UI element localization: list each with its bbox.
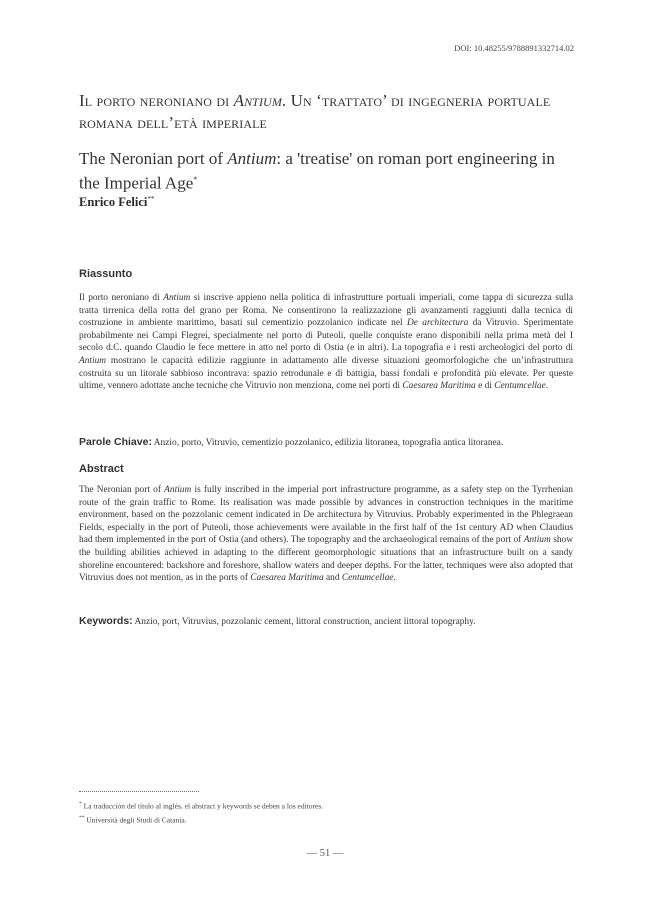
doi-header: DOI: 10.48255/9788891332714.02 [454, 43, 574, 53]
footnote-1-mark: * [79, 801, 82, 807]
abstract-text-2: is fully inscribed in the imperial port infrastructure programme, as a safety step on the Tyrrhenian route of the grain traffic to Rome. Its realisation was made possible by advances in construction techniques in the maritime environment, based on the pozzolanic cement indicated in De architectura by Vitruvius. Probably experimented in the Phlegraean Fields, especially in the port of Puteoli, those achievements were available in the first half of the 1st century AD when Claudius had them implemented in the port of Ostia (and others). The topography and the archaeological remains of the port of [79, 485, 573, 546]
abstract-italic-2: Antium [523, 535, 551, 546]
riassunto-italic-2: De architectura [406, 318, 469, 329]
riassunto-text-2: si inscrive appieno nella politica di infrastrutture portuali imperiali, come tappa di sicurezza sulla tratta tirrenica della rotta del grano per Roma. Ne consentirono la realizzazione gli avanzamenti raggiunti dalla tecnica di costruzione in ambiente marittimo, basati sul cementizio pozzolanico indicate nel [79, 293, 573, 329]
footnote-1-text: La traducción del título al inglés, el abstract y keywords se deben a los editores. [81, 801, 324, 811]
footnote-1 [79, 801, 323, 811]
footnote-2-text: Università degli Studi di Catania. [84, 815, 187, 825]
riassunto-text-6: . [545, 381, 549, 392]
abstract-text-3: show the building abilities achieved in adapting to the different geomorphologic situations that an infrastructure built on a sandy shoreline encountered: backshore and foreshore, shallow waters and deeper depths. For the latter, techniques were also adopted that Vitruvius does not mention, as in the ports of [79, 535, 573, 584]
title-italian-part1: Il porto neroniano di [79, 91, 230, 110]
abstract-italic-1: Antium [164, 485, 192, 495]
riassunto-italic-5: Centumcellae [494, 381, 546, 392]
title-italian-part2: . Un ‘trattato’ di ingegneria portuale romana dell’età imperiale [79, 91, 551, 132]
title-italian-antium: Antium [233, 91, 282, 110]
abstract-heading: Abstract [79, 463, 124, 475]
riassunto-text [79, 292, 573, 393]
abstract-italic-4: Centumcellae [341, 573, 394, 584]
riassunto-italic-4: Caesarea Maritima [402, 381, 476, 392]
riassunto-text-1: Il porto neroniano di [79, 293, 164, 303]
keywords [79, 615, 573, 629]
title-english-part1: The Neronian port of [79, 149, 228, 168]
abstract-text-5: . [393, 573, 396, 584]
page-number: — 51 — [306, 848, 344, 859]
abstract-italic-3: Caesarea Maritima [250, 573, 324, 584]
author-name: Enrico Felici [79, 195, 148, 210]
title-english [79, 148, 579, 194]
riassunto-text-4: mostrano le capacità edilizie raggiunte in adattamento alle diverse situazioni geomorfologiche che un’infrastruttura costruita su un litorale sabbioso incontrava: spazio retrodunale e di battigia, bassi fondali e profondità più elevate. Per queste ultime, vennero adottate anche tecniche che Vitruvio non menziona, come nei porti di [79, 355, 573, 392]
title-italian [79, 90, 579, 134]
title-english-antium: Antium [227, 149, 277, 168]
keywords-label: Keywords: [79, 615, 133, 627]
riassunto-text-3: da Vitruvio. Sperimentate probabilmente nei Campi Flegrei, specialmente nel porto di Puteoli, quelle conquiste erano disponibili nella prima metà del I secolo d.C. quando Claudio le fece mettere in atto nel porto di Ostia (e in altri). La topografia e i resti archeologici del porto di [79, 318, 573, 354]
parole-chiave-text: Anzio, porto, Vitruvio, cementizio pozzolanico, edilizia litoranea, topografia antica litoranea. [151, 438, 504, 448]
parole-chiave-label: Parole Chiave: [79, 436, 152, 448]
author-footnote-mark: ** [147, 195, 155, 203]
abstract-text [79, 484, 573, 585]
title-english-part2: : a 'treatise' on roman port engineering in the Imperial Age [79, 149, 555, 193]
title-footnote-mark: * [193, 175, 198, 184]
riassunto-italic-1: Antium [163, 293, 191, 303]
footnote-divider [79, 791, 199, 792]
riassunto-heading: Riassunto [79, 268, 133, 280]
riassunto-italic-3: Antium [79, 355, 107, 366]
parole-chiave [79, 436, 573, 450]
footnote-2 [79, 815, 187, 825]
riassunto-text-5: e di [475, 381, 495, 392]
footnote-2-mark: ** [79, 815, 85, 821]
keywords-text: Anzio, port, Vitruvius, pozzolanic cement, littoral construction, ancient littoral topography. [132, 617, 476, 627]
abstract-text-4: and [323, 573, 342, 584]
abstract-text-1: The Neronian port of [79, 485, 165, 495]
author [79, 195, 154, 210]
